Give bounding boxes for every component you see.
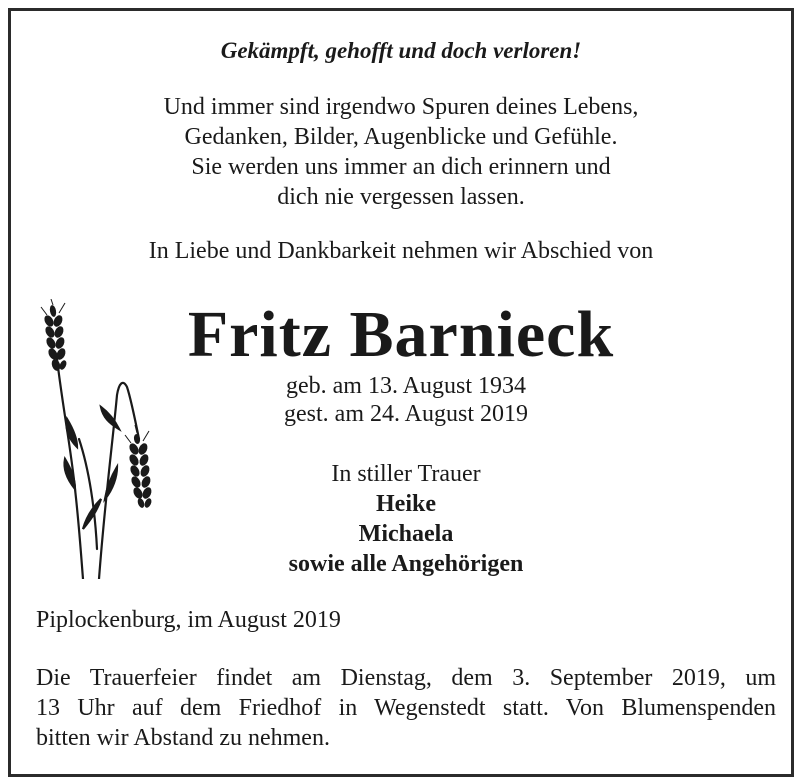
obituary-frame — [8, 8, 794, 777]
mourners-intro: In stiller Trauer — [331, 461, 481, 487]
poem-line: dich nie vergessen lassen. — [277, 184, 525, 210]
poem — [11, 92, 791, 212]
deceased-name: Fritz Barnieck — [187, 298, 615, 371]
poem-line: Sie werden uns immer an dich erinnern und — [191, 154, 611, 180]
life-dates — [206, 372, 606, 428]
birth-date: geb. am 13. August 1934 — [286, 373, 526, 399]
notice-line: bitten wir Abstand zu nehmen. — [36, 725, 330, 751]
death-date: gest. am 24. August 2019 — [284, 401, 528, 427]
notice-line: Die Trauerfeier findet am Dienstag, dem 3. September 2019, um — [36, 665, 776, 691]
mourners-block — [206, 459, 606, 579]
mourner-name: sowie alle Angehörigen — [288, 551, 524, 577]
notice-line: 13 Uhr auf dem Friedhof in Wegenstedt statt. Von Blumenspenden — [36, 695, 776, 721]
mourner-name: Michaela — [358, 521, 454, 547]
farewell-line: In Liebe und Dankbarkeit nehmen wir Abschied von — [148, 238, 654, 264]
mourner-name: Heike — [376, 491, 436, 517]
poem-line: Gedanken, Bilder, Augenblicke und Gefühle. — [184, 124, 618, 150]
motto: Gekämpft, gehofft und doch verloren! — [220, 38, 582, 63]
place-and-date: Piplockenburg, im August 2019 — [36, 607, 341, 633]
funeral-notice — [36, 663, 776, 753]
poem-line: Und immer sind irgendwo Spuren deines Lebens, — [163, 94, 639, 120]
